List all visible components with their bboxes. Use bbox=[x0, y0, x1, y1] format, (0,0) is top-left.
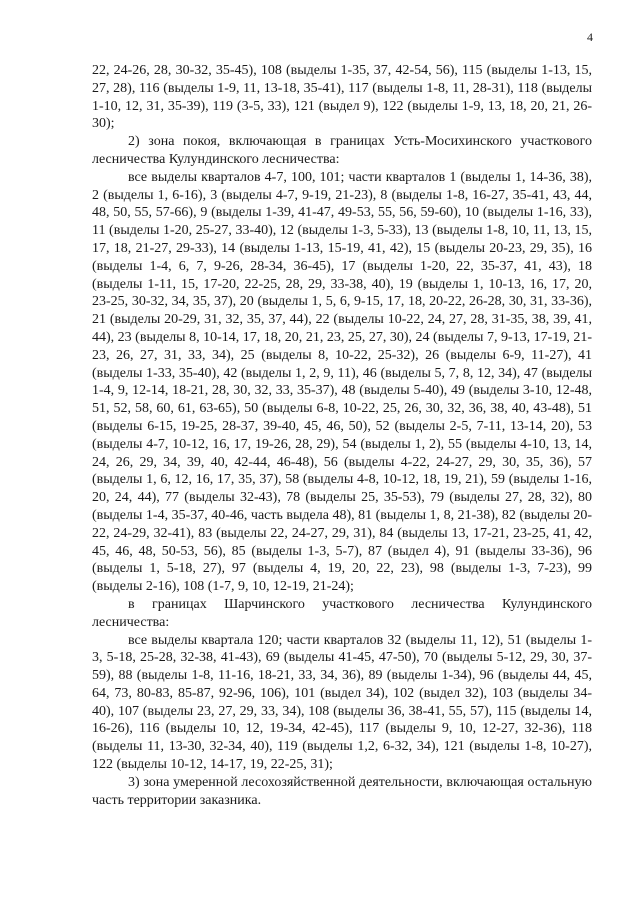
document-body bbox=[92, 62, 592, 809]
paragraph-ust-mosikha-quarters: все выделы кварталов 4-7, 100, 101; части кварталов 1 (выделы 1, 14-36, 38), 2 (выделы 1, 6-16), 3 (выделы 4-7, 9-19, 21-23), 8 (выделы 1-8, 16-27, 35-41, 43, 44, 48, 50, 55, 57-66), 9 (выделы 1-39, 41-47, 49-53, 55, 56, 59-60), 10 (выделы 1-16, 33), 11 (выделы 1-20, 25-27, 33-40), 12 (выделы 1-3, 5-33), 13 (выделы 1-8, 10, 11, 13, 15, 17, 18, 21-27, 29-33), 14 (выделы 1-13, 15-19, 41, 42), 15 (выделы 20-23, 29, 35), 16 (выделы 1-4, 6, 7, 9-26, 28-34, 36-45), 17 (выделы 1-20, 22, 35-37, 41, 43), 18 (выделы 1-11, 15, 17-20, 22-25, 28, 29, 33-38, 40), 19 (выделы 1, 10-13, 16, 17, 20, 23-25, 30-32, 34, 35, 37), 20 (выделы 1, 5, 6, 9-15, 17, 18, 20-22, 26-28, 30, 31, 33-36), 21 (выделы 20-29, 31, 32, 35, 37, 44), 22 (выделы 10-22, 24, 27, 28, 31-35, 38, 39, 41, 44), 23 (выделы 8, 10-14, 17, 18, 20, 21, 23, 25, 27, 30), 24 (выделы 7, 9-13, 17-19, 21-23, 26, 27, 31, 33, 34), 25 (выделы 8, 10-22, 25-32), 26 (выделы 6-9, 11-27), 41 (выделы 1-33, 35-40), 42 (выделы 1, 2, 9, 11), 46 (выделы 5, 7, 8, 12, 34), 47 (выделы 1-4, 9, 12-14, 18-21, 28, 30, 32, 33, 35-37), 48 (выделы 5-40), 49 (выделы 3-10, 12-48, 51, 52, 58, 60, 61, 63-65), 50 (выделы 6-8, 10-22, 25, 26, 30, 32, 36, 38, 40, 43-48), 51 (выделы 6-15, 19-25, 28-37, 39-40, 45, 46, 50), 52 (выделы 2-5, 7-11, 13-14, 20), 53 (выделы 4-7, 10-12, 16, 17, 19-26, 28, 29), 54 (выделы 1, 2), 55 (выделы 4-10, 13, 14, 24, 26, 29, 34, 39, 40, 42-44, 46-48), 56 (выделы 4-22, 24-27, 29, 30, 35, 36), 57 (выделы 1, 6, 12, 16, 17, 35, 37), 58 (выделы 4-8, 10-12, 18, 19, 21), 59 (выделы 1-16, 20, 24, 44), 77 (выделы 32-43), 78 (выделы 25, 35-53), 79 (выделы 27, 28, 32), 80 (выделы 1-4, 35-37, 40-46, часть выдела 48), 81 (выделы 1, 8, 21-38), 82 (выделы 20-22, 24-29, 32-41), 83 (выделы 22, 24-27, 29, 31), 84 (выделы 13, 17-21, 23-25, 41, 42, 45, 46, 48, 50-53, 56), 85 (выделы 1-3, 5-7), 87 (выдел 4), 91 (выделы 33-36), 96 (выделы 1, 5-18, 27), 97 (выделы 4, 19, 20, 22, 23), 98 (выделы 1-3, 7-23), 99 (выделы 2-16), 108 (1-7, 9, 10, 12-19, 21-24); bbox=[92, 169, 592, 595]
paragraph-zone2-heading: 2) зона покоя, включающая в границах Усть-Мосихинского участкового лесничества Кулундинского лесничества: bbox=[92, 134, 592, 167]
paragraph-sharchino-quarters: все выделы квартала 120; части кварталов 32 (выделы 11, 12), 51 (выделы 1-3, 5-18, 25-28, 32-38, 41-43), 69 (выделы 41-45, 47-50), 70 (выделы 5-12, 29, 30, 37-59), 88 (выделы 1-8, 11-16, 18-21, 33, 34, 36), 89 (выделы 1-34), 96 (выделы 44, 45, 64, 73, 80-83, 85-87, 92-96, 106), 101 (выдел 34), 102 (выдел 32), 103 (выделы 34-40), 107 (выделы 23, 27, 29, 33, 34), 108 (выделы 36, 38-41, 55, 57), 115 (выделы 14, 16-26), 116 (выделы 10, 12, 19-34, 42-45), 117 (выделы 9, 10, 12-27, 32-36), 118 (выделы 11, 13-30, 32-34, 40), 119 (выделы 1,2, 6-32, 34), 121 (выделы 1-8, 10-27), 122 (выделы 10-12, 14-17, 19, 22-25, 31); bbox=[92, 632, 592, 773]
paragraph-sharchino-heading: в границах Шарчинского участкового лесничества Кулундинского лесничества: bbox=[92, 596, 592, 630]
page-number: 4 bbox=[587, 30, 593, 44]
paragraph-zone3: 3) зона умеренной лесохозяйственной деятельности, включающая остальную часть территории заказника. bbox=[92, 774, 592, 808]
paragraph-zone1-continuation: 22, 24-26, 28, 30-32, 35-45), 108 (выделы 1-35, 37, 42-54, 56), 115 (выделы 1-13, 15, 27, 28), 116 (выделы 1-9, 11, 13-18, 35-41), 117 (выделы 1-8, 11, 28-31), 118 (выделы 1-10, 12, 31, 35-39), 119 (3-5, 33), 121 (выдел 9), 122 (выделы 1-9, 13, 18, 20, 21, 26-30); bbox=[92, 63, 592, 132]
